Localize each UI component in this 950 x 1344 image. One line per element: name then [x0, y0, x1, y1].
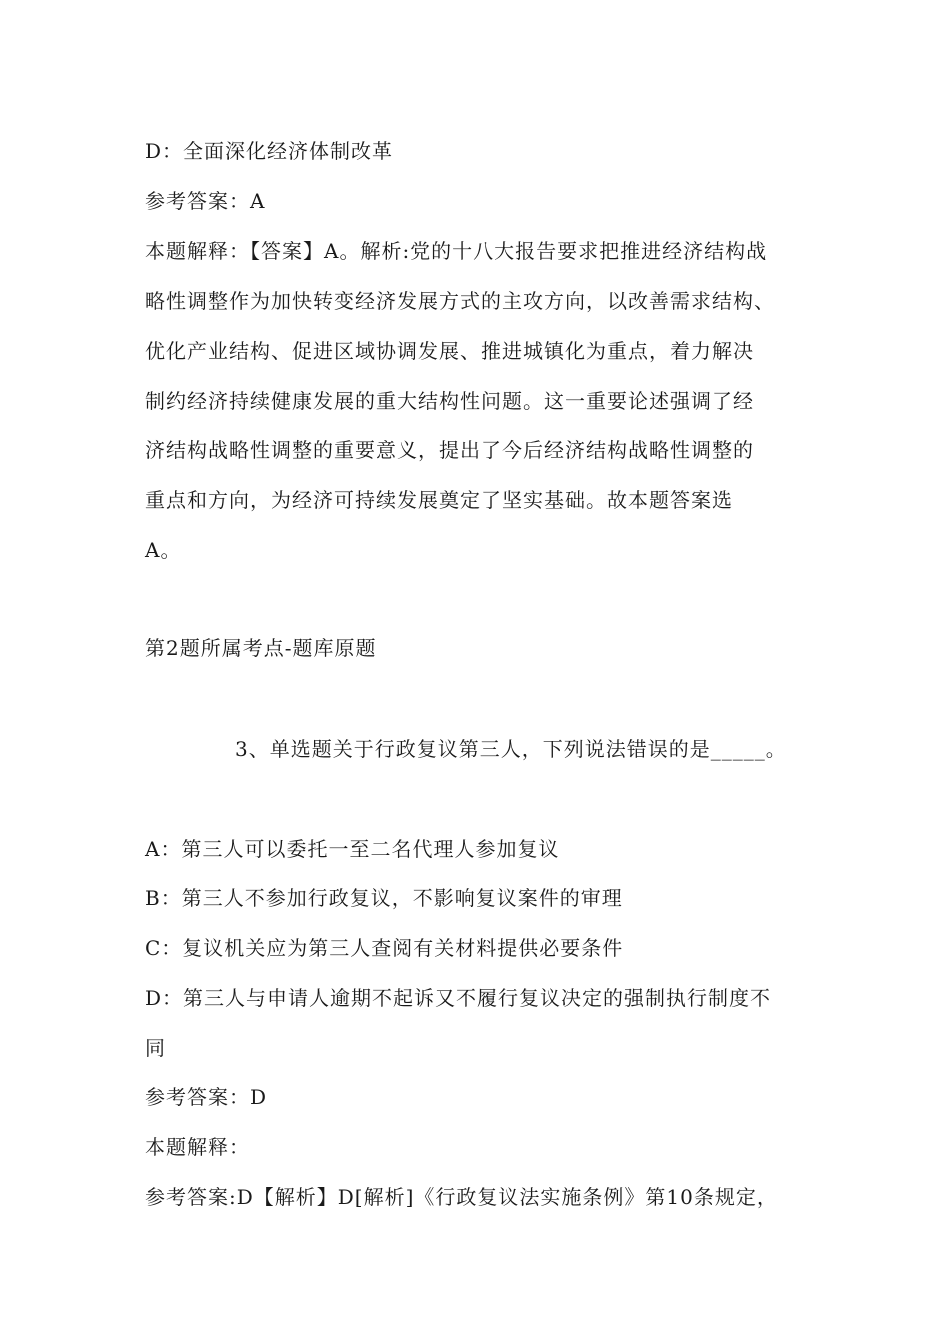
q2-explanation-line: 略性调整作为加快转变经济发展方式的主攻方向，以改善需求结构、: [145, 289, 775, 313]
q2-explanation-line: A。: [145, 538, 182, 562]
q2-topic: 第2题所属考点-题库原题: [145, 636, 377, 660]
q3-explanation-line: 参考答案:D【解析】D[解析]《行政复议法实施条例》第10条规定，: [145, 1185, 778, 1209]
q3-option-a: A：第三人可以委托一至二名代理人参加复议: [145, 837, 560, 861]
q3-stem: 3、单选题关于行政复议第三人，下列说法错误的是_____。: [235, 737, 787, 761]
q3-option-b: B：第三人不参加行政复议，不影响复议案件的审理: [145, 886, 623, 910]
q2-option-d: D：全面深化经济体制改革: [145, 139, 394, 163]
q2-explanation-line: 重点和方向，为经济可持续发展奠定了坚实基础。故本题答案选: [145, 488, 733, 512]
q2-explanation-line: 本题解释：【答案】A。解析:党的十八大报告要求把推进经济结构战: [145, 239, 768, 263]
q2-answer: 参考答案：A: [145, 189, 266, 213]
q2-explanation-line: 济结构战略性调整的重要意义，提出了今后经济结构战略性调整的: [145, 438, 754, 462]
q3-explanation-label: 本题解释：: [145, 1135, 250, 1159]
q3-option-d: D：第三人与申请人逾期不起诉又不履行复议决定的强制执行制度不: [145, 986, 772, 1010]
q3-option-d-continued: 同: [145, 1036, 166, 1060]
q2-explanation-line: 优化产业结构、促进区域协调发展、推进城镇化为重点，着力解决: [145, 339, 754, 363]
q2-explanation-line: 制约经济持续健康发展的重大结构性问题。这一重要论述强调了经: [145, 389, 754, 413]
q3-answer: 参考答案：D: [145, 1085, 268, 1109]
q3-option-c: C：复议机关应为第三人查阅有关材料提供必要条件: [145, 936, 624, 960]
